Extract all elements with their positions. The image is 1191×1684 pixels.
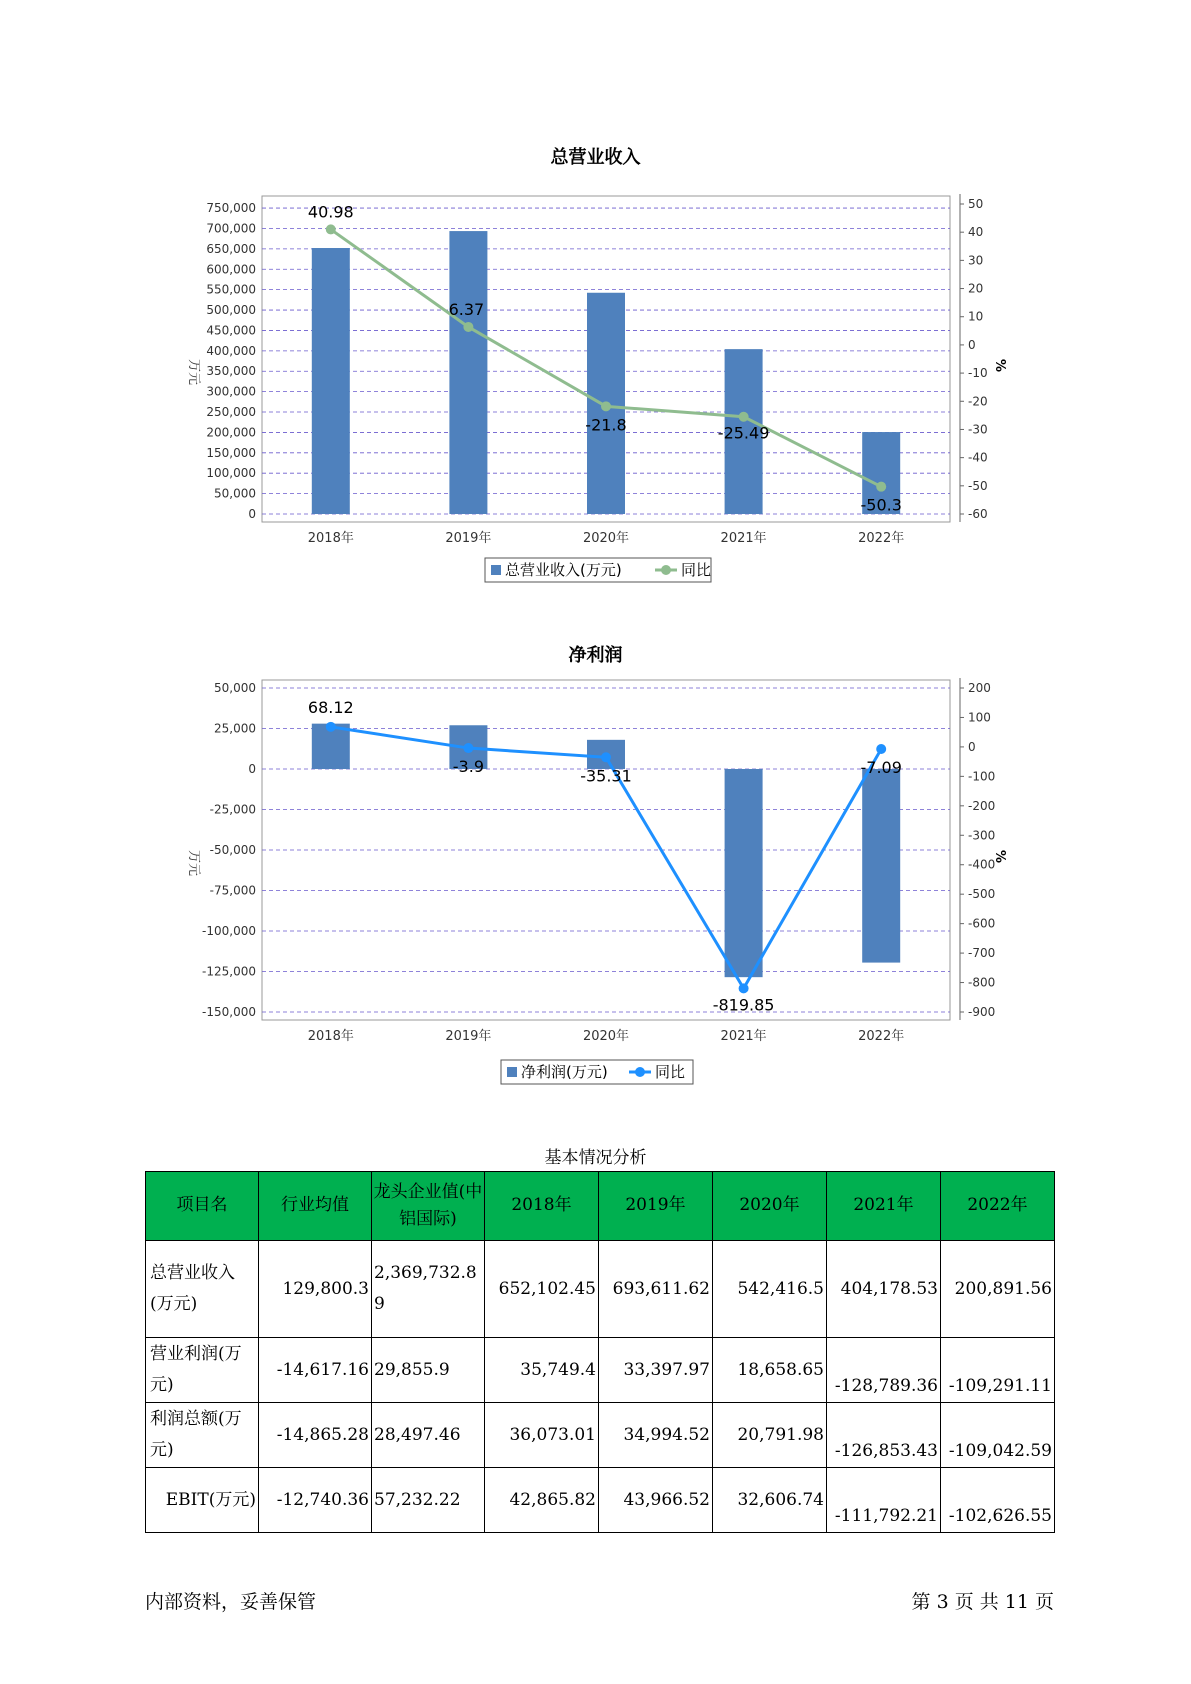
- y-tick-label-right: -400: [968, 857, 996, 872]
- y-tick-label-right: 10: [968, 309, 984, 324]
- table-cell: 29,855.9: [372, 1338, 485, 1403]
- y-tick-label-right: -30: [968, 422, 988, 437]
- x-tick-label: 2018年: [307, 531, 354, 546]
- table-cell: 34,994.52: [599, 1403, 713, 1468]
- y-tick-label-left: 25,000: [214, 721, 256, 736]
- y-tick-label-left: 150,000: [206, 445, 256, 460]
- header-cell: 项目名: [146, 1172, 259, 1241]
- legend-line-label: 同比: [681, 561, 712, 579]
- line-point: [601, 401, 611, 411]
- line-point: [463, 743, 473, 753]
- footer-page-number: 第 3 页 共 11 页: [911, 1591, 1054, 1613]
- header-cell: 龙头企业值(中铝国际): [372, 1172, 485, 1241]
- header-cell: 2018年: [485, 1172, 599, 1241]
- table-cell: 43,966.52: [599, 1468, 713, 1533]
- table-row: [146, 1338, 1055, 1403]
- y-tick-label-left: 100,000: [206, 466, 256, 481]
- y-tick-label-right: -100: [968, 769, 996, 784]
- legend-bar-label: 净利润(万元): [521, 1063, 608, 1081]
- table-cell: 18,658.65: [713, 1338, 827, 1403]
- table-row: [146, 1241, 1055, 1338]
- table-cell: -109,042.59: [941, 1403, 1055, 1468]
- y-tick-label-left: -125,000: [202, 964, 256, 979]
- legend-line-marker: [661, 565, 671, 575]
- header-cell: 2022年: [941, 1172, 1055, 1241]
- data-label: -7.09: [860, 757, 902, 777]
- y-tick-label-left: -25,000: [209, 802, 256, 817]
- y-tick-label-right: -900: [968, 1005, 996, 1019]
- line-point: [463, 322, 473, 332]
- y-tick-label-left: 650,000: [206, 241, 256, 256]
- y-tick-label-right: -40: [968, 450, 988, 465]
- y-tick-label-right: -500: [968, 887, 996, 902]
- y-tick-label-right: 20: [968, 281, 984, 296]
- legend-bar-swatch: [507, 1067, 517, 1077]
- data-label: -35.31: [580, 766, 632, 786]
- y-tick-label-left: 350,000: [206, 364, 256, 379]
- y-tick-label-left: 250,000: [206, 405, 256, 420]
- legend-line-marker: [635, 1067, 645, 1077]
- y-tick-label-left: 700,000: [206, 221, 256, 236]
- table-cell: 36,073.01: [485, 1403, 599, 1468]
- analysis-table: [145, 1171, 1055, 1533]
- x-tick-label: 2020年: [582, 1029, 630, 1044]
- y-axis-title-right: %: [992, 850, 1007, 864]
- data-label: -3.9: [452, 757, 485, 777]
- table-cell: -102,626.55: [941, 1468, 1055, 1533]
- y-tick-label-right: 200: [968, 681, 991, 695]
- y-tick-label-right: -10: [968, 366, 988, 381]
- y-tick-label-left: 50,000: [214, 486, 256, 501]
- table-cell: 28,497.46: [372, 1403, 485, 1468]
- x-tick-label: 2021年: [720, 1029, 767, 1044]
- table-cell: 20,791.98: [713, 1403, 827, 1468]
- data-label: -21.8: [585, 415, 627, 435]
- y-tick-label-right: -800: [968, 975, 996, 990]
- table-cell: -14,865.28: [259, 1403, 372, 1468]
- x-tick-label: 2019年: [445, 1029, 492, 1044]
- table-cell: -12,740.36: [259, 1468, 372, 1533]
- y-tick-label-left: -150,000: [202, 1005, 256, 1019]
- y-tick-label-right: 40: [968, 225, 984, 240]
- y-tick-label-left: 200,000: [206, 425, 256, 440]
- y-tick-label-left: 600,000: [206, 262, 256, 277]
- y-tick-label-right: 100: [968, 710, 991, 725]
- table-row: [146, 1468, 1055, 1533]
- y-tick-label-right: 0: [968, 739, 976, 754]
- x-tick-label: 2021年: [720, 531, 767, 546]
- x-tick-label: 2022年: [858, 531, 905, 546]
- revenue-chart-title: 总营业收入: [550, 147, 641, 168]
- line-point: [326, 722, 336, 732]
- bar: [312, 248, 350, 514]
- line-point: [876, 744, 886, 754]
- net-profit-chart-title: 净利润: [568, 645, 623, 666]
- y-tick-label-left: 500,000: [206, 303, 256, 318]
- table-cell: 利润总额(万元): [146, 1403, 259, 1468]
- table-header-row: [146, 1172, 1055, 1241]
- data-label: 40.98: [307, 202, 354, 222]
- y-tick-label-left: 450,000: [206, 323, 256, 338]
- table-cell: -126,853.43: [827, 1403, 941, 1468]
- y-axis-title-left: 万元: [186, 850, 201, 877]
- line-point: [739, 983, 749, 993]
- table-cell: -128,789.36: [827, 1338, 941, 1403]
- x-tick-label: 2019年: [445, 531, 492, 546]
- x-tick-label: 2022年: [858, 1029, 905, 1044]
- y-tick-label-right: 30: [968, 253, 984, 268]
- data-label: -25.49: [717, 423, 770, 443]
- y-tick-label-left: 300,000: [206, 384, 256, 399]
- bar: [862, 769, 900, 963]
- y-tick-label-left: 550,000: [206, 282, 256, 297]
- y-axis-title-right: %: [992, 359, 1007, 373]
- y-tick-label-left: -50,000: [209, 843, 256, 857]
- y-tick-label-right: -300: [968, 828, 996, 843]
- legend-bar-label: 总营业收入(万元): [505, 561, 622, 579]
- table-cell: EBIT(万元): [146, 1468, 259, 1533]
- table-cell: 32,606.74: [713, 1468, 827, 1533]
- table-cell: 2,369,732.89: [372, 1241, 485, 1338]
- header-cell: 2019年: [599, 1172, 713, 1241]
- y-tick-label-left: 0: [248, 507, 256, 521]
- line-point: [601, 752, 611, 762]
- table-cell: -109,291.11: [941, 1338, 1055, 1403]
- legend-bar-swatch: [491, 565, 501, 575]
- x-tick-label: 2018年: [307, 1029, 354, 1044]
- table-row: [146, 1403, 1055, 1468]
- y-tick-label-right: 0: [968, 337, 976, 352]
- y-tick-label-right: -700: [968, 946, 996, 961]
- y-tick-label-left: 50,000: [214, 681, 256, 695]
- table-cell: 总营业收入(万元): [146, 1241, 259, 1338]
- table-cell: 542,416.5: [713, 1241, 827, 1338]
- y-tick-label-left: 400,000: [206, 343, 256, 358]
- table-cell: 57,232.22: [372, 1468, 485, 1533]
- data-label: 68.12: [307, 697, 354, 717]
- y-tick-label-right: -60: [968, 507, 988, 521]
- table-cell: 200,891.56: [941, 1241, 1055, 1338]
- data-label: 6.37: [448, 299, 485, 319]
- y-axis-title-left: 万元: [186, 359, 201, 386]
- data-label: -819.85: [712, 995, 775, 1015]
- table-cell: -111,792.21: [827, 1468, 941, 1533]
- table-caption: 基本情况分析: [544, 1148, 647, 1168]
- table-cell: 693,611.62: [599, 1241, 713, 1338]
- y-tick-label-left: 750,000: [206, 201, 256, 216]
- y-tick-label-right: -20: [968, 394, 988, 409]
- y-tick-label-right: 50: [968, 197, 984, 211]
- y-tick-label-right: -600: [968, 916, 996, 931]
- legend-line-label: 同比: [655, 1063, 686, 1081]
- net-profit-chart: [0, 630, 1191, 1100]
- line-point: [739, 412, 749, 422]
- data-label: -50.3: [860, 495, 902, 515]
- table-cell: 42,865.82: [485, 1468, 599, 1533]
- bar: [449, 231, 487, 514]
- y-tick-label-right: -200: [968, 798, 996, 813]
- header-cell: 2020年: [713, 1172, 827, 1241]
- y-tick-label-right: -50: [968, 478, 988, 493]
- revenue-chart: [0, 130, 1191, 600]
- y-tick-label-left: -100,000: [202, 924, 256, 938]
- table-cell: 652,102.45: [485, 1241, 599, 1338]
- x-tick-label: 2020年: [582, 531, 630, 546]
- table-cell: 33,397.97: [599, 1338, 713, 1403]
- table-cell: 129,800.3: [259, 1241, 372, 1338]
- table-cell: 35,749.4: [485, 1338, 599, 1403]
- table-cell: -14,617.16: [259, 1338, 372, 1403]
- bar: [725, 769, 763, 977]
- y-tick-label-left: 0: [248, 762, 256, 776]
- line-point: [326, 224, 336, 234]
- table-cell: 404,178.53: [827, 1241, 941, 1338]
- table-cell: 营业利润(万元): [146, 1338, 259, 1403]
- footer-confidential: 内部资料，妥善保管: [145, 1591, 317, 1613]
- header-cell: 行业均值: [259, 1172, 372, 1241]
- header-cell: 2021年: [827, 1172, 941, 1241]
- y-tick-label-left: -75,000: [209, 883, 256, 898]
- line-point: [876, 482, 886, 492]
